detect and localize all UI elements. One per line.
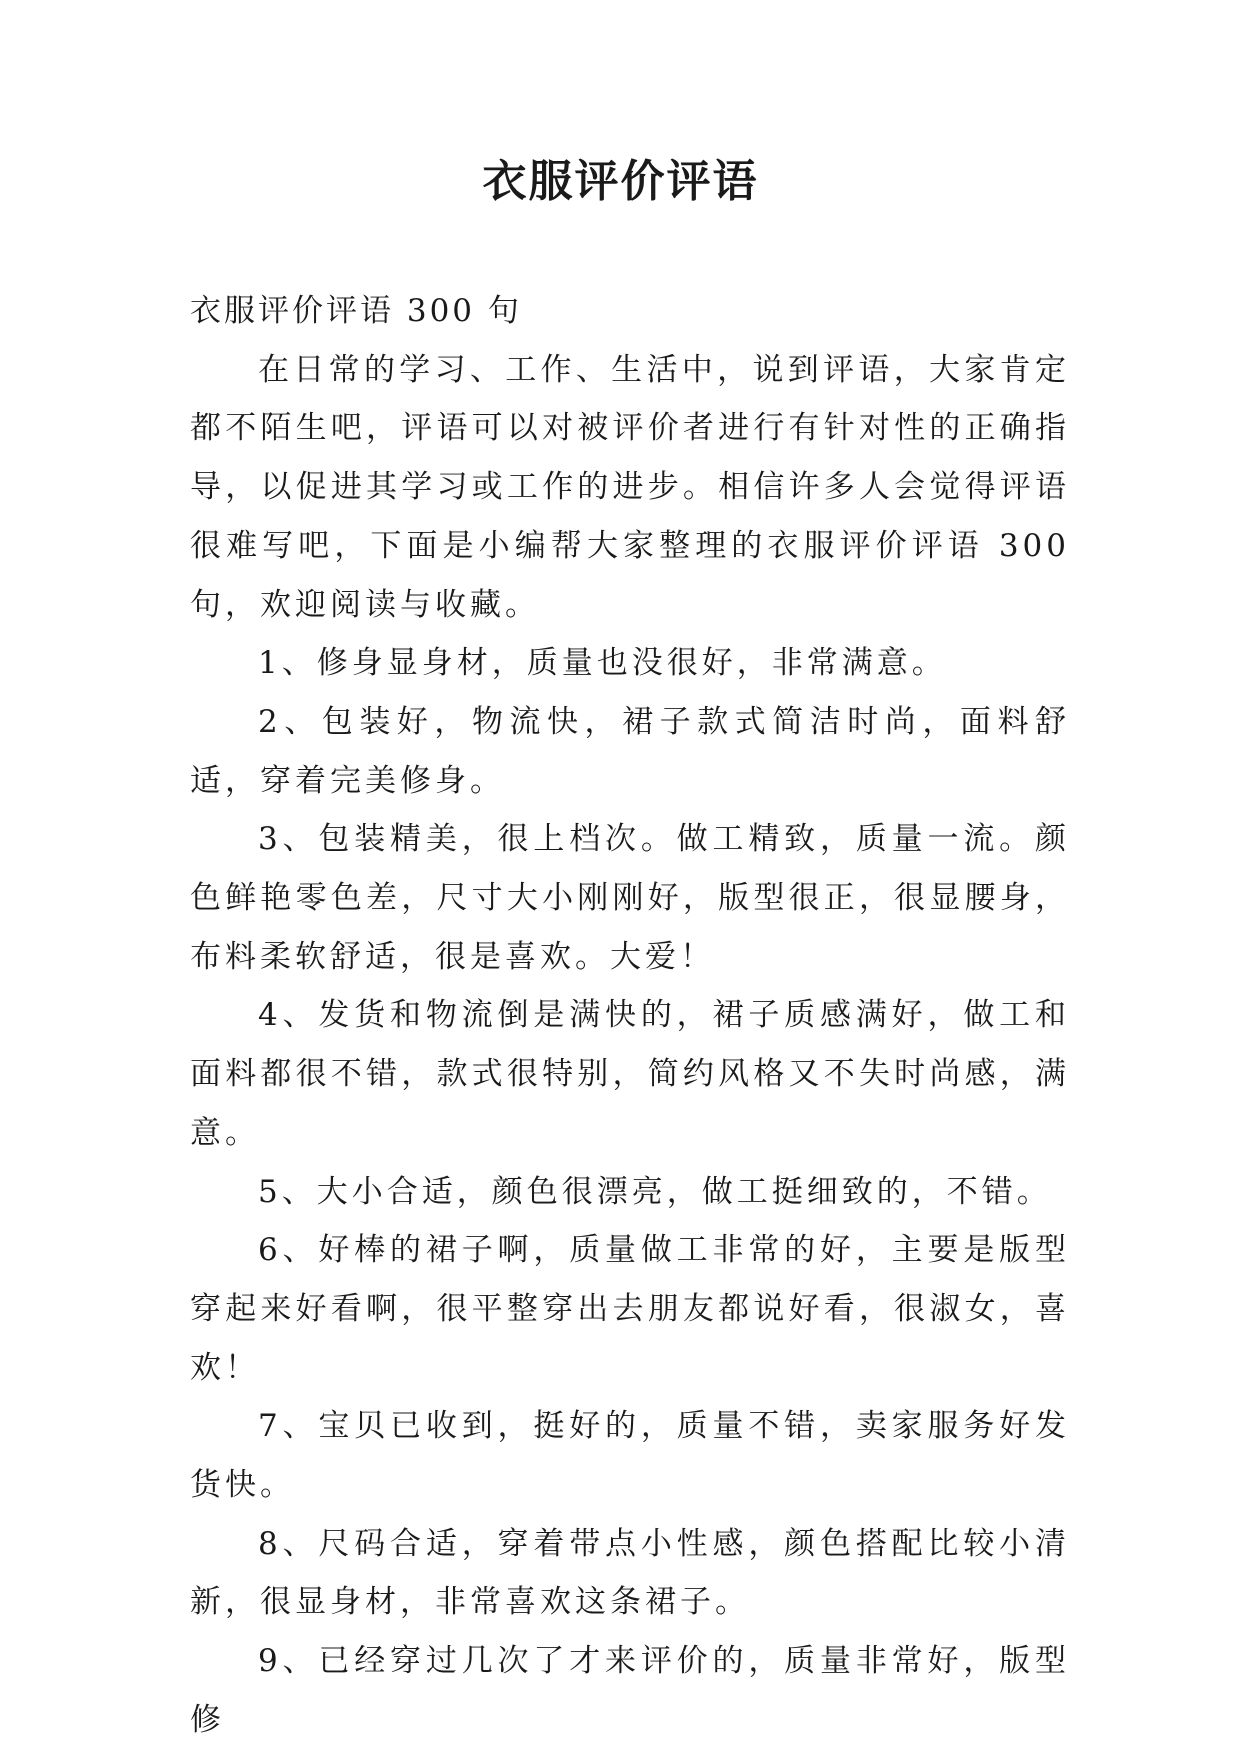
document-title: 衣服评价评语 <box>482 156 759 207</box>
list-item: 8、尺码合适，穿着带点小性感，颜色搭配比较小清新，很显身材，非常喜欢这条裙子。 <box>190 1525 1070 1621</box>
list-item: 5、大小合适，颜色很漂亮，做工挺细致的，不错。 <box>258 1173 1052 1210</box>
list-item: 7、宝贝已收到，挺好的，质量不错，卖家服务好发货快。 <box>190 1408 1070 1504</box>
list-item: 2、包装好，物流快，裙子款式简洁时尚，面料舒适，穿着完美修身。 <box>190 703 1070 799</box>
list-item: 6、好棒的裙子啊，质量做工非常的好，主要是版型穿起来好看啊，很平整穿出去朋友都说好看，很淑女，喜欢！ <box>190 1232 1070 1386</box>
list-item: 1、修身显身材，质量也没很好，非常满意。 <box>258 645 947 682</box>
intro-paragraph: 在日常的学习、工作、生活中，说到评语，大家肯定都不陌生吧，评语可以对被评价者进行有针对性的正确指导，以促进其学习或工作的进步。相信许多人会觉得评语很难写吧，下面是小编帮大家整理的衣服评价评语 300 句，欢迎阅读与收藏。 <box>190 351 1070 623</box>
list-item: 3、包装精美，很上档次。做工精致，质量一流。颜色鲜艳零色差，尺寸大小刚刚好，版型很正，很显腰身，布料柔软舒适，很是喜欢。大爱！ <box>190 821 1070 975</box>
document-body <box>190 282 1070 1750</box>
list-item: 4、发货和物流倒是满快的，裙子质感满好，做工和面料都很不错，款式很特别，简约风格又不失时尚感，满意。 <box>190 997 1070 1151</box>
document-subtitle: 衣服评价评语 300 句 <box>190 293 522 329</box>
list-item: 9、已经穿过几次了才来评价的，质量非常好，版型修 <box>190 1643 1070 1738</box>
